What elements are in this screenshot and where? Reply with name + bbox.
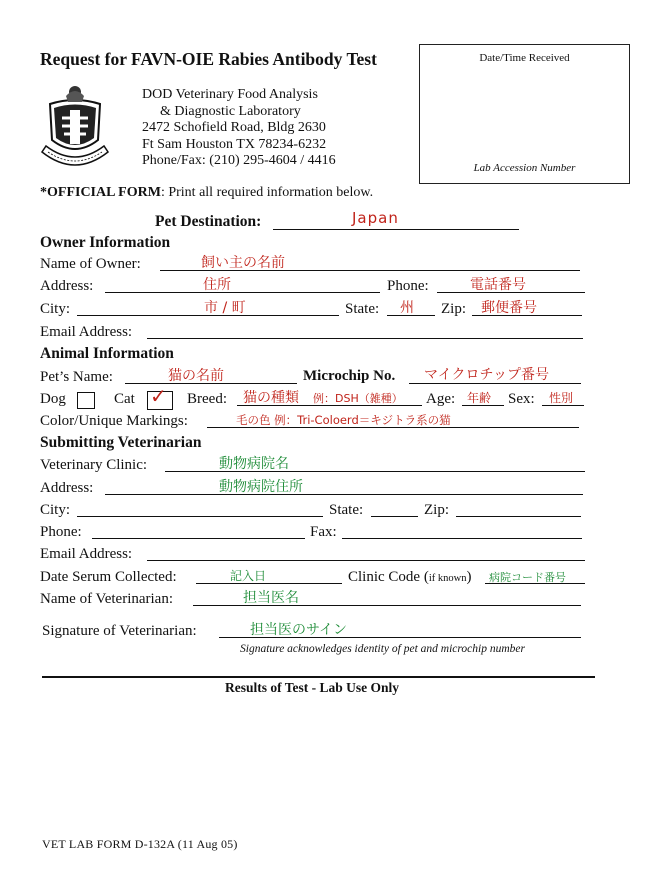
vet-signature-label: Signature of Veterinarian:	[42, 623, 197, 639]
agency-line-1: DOD Veterinary Food Analysis	[142, 87, 318, 102]
pet-name-value: 猫の名前	[168, 368, 224, 384]
clinic-code-if-known: if known	[428, 573, 467, 584]
color-markings-label: Color/Unique Markings:	[40, 413, 188, 429]
date-received-box	[419, 44, 630, 184]
vet-email-label: Email Address:	[40, 546, 133, 562]
owner-state-label: State:	[345, 301, 380, 317]
dog-checkbox[interactable]	[77, 392, 95, 409]
form-title: Request for FAVN-OIE Rabies Antibody Test	[40, 49, 377, 69]
date-serum-line[interactable]	[196, 583, 342, 584]
owner-name-label: Name of Owner:	[40, 256, 141, 272]
owner-zip-label: Zip:	[441, 301, 466, 317]
animal-info-heading: Animal Information	[40, 345, 174, 362]
vet-name-label: Name of Veterinarian:	[40, 591, 174, 607]
official-form-bold: *OFFICIAL FORM	[40, 185, 161, 200]
owner-name-value: 飼い主の名前	[201, 255, 285, 271]
owner-zip-value: 郵便番号	[481, 300, 537, 316]
vet-address-label: Address:	[40, 480, 94, 496]
vet-signature-value: 担当医のサイン	[250, 622, 348, 638]
color-markings-value: 毛の色 例：Tri-Coloerd＝キジトラ系の猫	[236, 413, 451, 427]
results-heading: Results of Test - Lab Use Only	[225, 680, 400, 695]
clinic-code-label-text: Clinic Code (	[348, 569, 429, 585]
vet-name-value: 担当医名	[243, 590, 299, 606]
vet-fax-line[interactable]	[342, 538, 582, 539]
vet-city-line[interactable]	[77, 516, 323, 517]
age-value: 年齢	[467, 391, 492, 405]
date-received-label: Date/Time Received	[479, 52, 570, 64]
agency-line-2: & Diagnostic Laboratory	[160, 103, 301, 119]
vet-address-line[interactable]	[105, 494, 583, 495]
vet-state-label: State:	[329, 502, 364, 518]
owner-email-label: Email Address:	[40, 324, 133, 340]
clinic-code-label	[348, 569, 471, 586]
results-divider	[42, 676, 595, 678]
breed-value: 猫の種類	[243, 390, 299, 406]
vet-zip-line[interactable]	[456, 516, 581, 517]
breed-label: Breed:	[187, 391, 227, 407]
agency-address	[142, 87, 336, 170]
official-form-note	[40, 185, 373, 201]
owner-city-value: 市 / 町	[204, 300, 246, 316]
vet-phone-label: Phone:	[40, 524, 82, 540]
sex-value: 性別	[549, 391, 574, 405]
lab-accession-label: Lab Accession Number	[473, 162, 576, 174]
microchip-label: Microchip No.	[303, 368, 396, 384]
sex-label: Sex:	[508, 391, 535, 407]
clinic-code-close: )	[466, 569, 472, 585]
form-footer: VET LAB FORM D-132A (11 Aug 05)	[42, 837, 238, 851]
vet-email-line[interactable]	[147, 560, 585, 561]
owner-phone-label: Phone:	[387, 278, 429, 294]
cat-label: Cat	[114, 391, 135, 407]
owner-city-label: City:	[40, 301, 71, 317]
date-serum-label: Date Serum Collected:	[40, 569, 177, 585]
pet-destination-value: Japan	[352, 209, 399, 227]
vet-info-heading: Submitting Veterinarian	[40, 434, 202, 451]
owner-phone-value: 電話番号	[470, 277, 526, 293]
microchip-value: マイクロチップ番号	[424, 367, 550, 383]
date-serum-value: 記入日	[230, 569, 267, 583]
age-label: Age:	[426, 391, 456, 407]
agency-line-3: 2472 Schofield Road, Bldg 2630	[142, 120, 326, 135]
vet-clinic-label: Veterinary Clinic:	[40, 457, 148, 473]
crest-seal-icon	[36, 82, 114, 176]
agency-line-4: Ft Sam Houston TX 78234-6232	[142, 136, 327, 152]
owner-state-value: 州	[400, 300, 414, 316]
vet-clinic-value: 動物病院名	[219, 456, 289, 472]
vet-city-label: City:	[40, 502, 71, 518]
clinic-code-value: 病院コード番号	[489, 571, 566, 584]
vet-fax-label: Fax:	[310, 524, 337, 540]
dog-label: Dog	[40, 391, 66, 407]
pet-destination-line[interactable]	[273, 229, 519, 230]
vet-phone-line[interactable]	[92, 538, 305, 539]
agency-line-5: Phone/Fax: (210) 295-4604 / 4416	[142, 153, 336, 168]
cat-check-mark: ✓	[150, 384, 167, 408]
pet-destination-label: Pet Destination:	[155, 213, 262, 230]
vet-zip-label: Zip:	[424, 502, 449, 518]
vet-address-value: 動物病院住所	[219, 479, 303, 495]
breed-example: 例：DSH（雑種）	[313, 392, 403, 405]
owner-address-value: 住所	[203, 277, 231, 293]
owner-address-label: Address:	[40, 278, 94, 294]
official-form-rest: : Print all required information below.	[160, 185, 374, 200]
owner-email-line[interactable]	[147, 338, 583, 339]
owner-info-heading: Owner Information	[40, 234, 171, 251]
vet-state-line[interactable]	[371, 516, 418, 517]
owner-address-line[interactable]	[105, 292, 380, 293]
pet-name-label: Pet’s Name:	[40, 369, 113, 385]
signature-note: Signature acknowledges identity of pet and microchip number	[240, 643, 525, 655]
